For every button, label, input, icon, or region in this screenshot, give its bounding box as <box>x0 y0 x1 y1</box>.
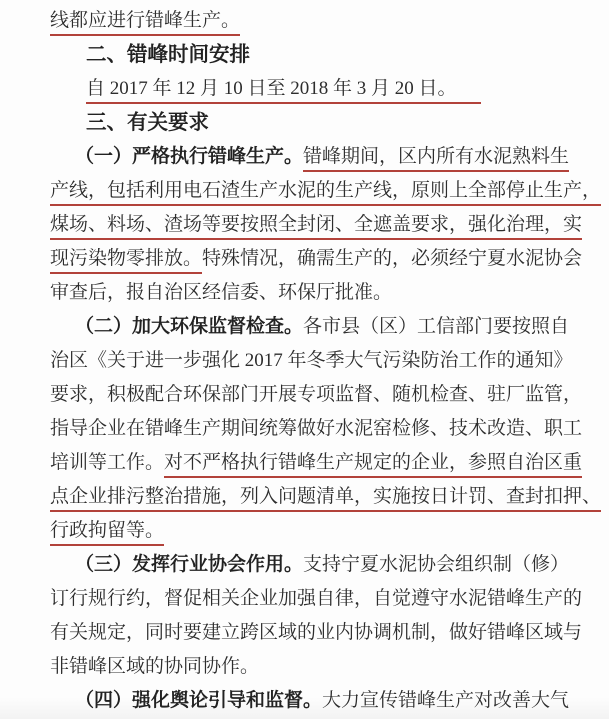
text-line <box>50 582 591 616</box>
underlined-text: 现污染物零排放。 <box>50 248 202 274</box>
text-line <box>50 242 591 276</box>
bold-lead-text: （二）加大环保监督检查。 <box>75 316 304 337</box>
text-line <box>50 412 591 446</box>
underlined-text: 产线，包括利用电石渣生产水泥的生产线，原则上全部停止生产， <box>50 180 601 206</box>
text-segment: 培训等工作。 <box>50 452 165 473</box>
text-line <box>50 650 591 684</box>
text-line <box>50 480 602 514</box>
underlined-text: 煤场、料场、渣场等要按照全封闭、全遮盖要求，强化治理，实 <box>50 214 582 240</box>
text-line <box>50 310 591 344</box>
text-line <box>50 684 591 718</box>
text-line <box>50 174 602 208</box>
underlined-text: 线都应进行错峰生产。 <box>50 10 240 36</box>
text-segment: 订行规行约，督促相关企业加强自律，自觉遵守水泥错峰生产的 <box>50 588 583 609</box>
bold-lead-text: 三、有关要求 <box>86 111 209 134</box>
text-segment: 治区《关于进一步强化 2017 年冬季大气污染防治工作的通知》 <box>50 350 573 371</box>
text-segment: 要求，积极配合环保部门开展专项监督、随机检查、驻厂监管， <box>50 384 583 405</box>
underlined-text: 对不严格执行错峰生产规定的企业，参照自治区重 <box>164 452 582 478</box>
text-line <box>50 72 591 106</box>
text-segment: 各市县（区）工信部门要按照自 <box>303 316 570 337</box>
bold-lead-text: （四）强化舆论引导和监督。 <box>75 690 323 711</box>
text-line <box>50 4 591 38</box>
text-segment: 非错峰区域的协同协作。 <box>50 656 260 677</box>
section-heading <box>50 106 591 140</box>
underlined-text: 行政拘留等。 <box>50 520 164 546</box>
text-segment: 大力宣传错峰生产对改善大气 <box>322 690 570 711</box>
text-line <box>50 616 591 650</box>
text-line <box>50 378 591 412</box>
underlined-text: 点企业排污整治措施，列入问题清单，实施按日计罚、查封扣押、 <box>50 486 601 512</box>
bold-lead-text: （一）严格执行错峰生产。 <box>75 146 304 167</box>
text-line <box>50 514 591 548</box>
text-line <box>50 344 591 378</box>
bold-lead-text: 二、错峰时间安排 <box>86 43 250 66</box>
text-line <box>50 446 591 480</box>
section-heading <box>50 38 591 72</box>
underlined-text: 自 2017 年 12 月 10 日至 2018 年 3 月 20 日。 <box>86 78 481 104</box>
text-line <box>50 140 591 174</box>
text-segment: 支持宁夏水泥协会组织制（修） <box>303 554 570 575</box>
bold-lead-text: （三）发挥行业协会作用。 <box>75 554 304 575</box>
text-line <box>50 548 591 582</box>
text-segment: 审查后，报自治区经信委、环保厅批准。 <box>50 282 393 303</box>
text-segment: 指导企业在错峰生产期间统筹做好水泥窑检修、技术改造、职工 <box>50 418 583 439</box>
underlined-text: 错峰期间，区内所有水泥熟料生 <box>303 146 569 172</box>
text-line <box>50 208 591 242</box>
text-segment: 特殊情况，确需生产的，必须经宁夏水泥协会 <box>202 248 583 269</box>
text-line <box>50 276 591 310</box>
text-segment: 有关规定，同时要建立跨区域的业内协调机制，做好错峰区域与 <box>50 622 583 643</box>
